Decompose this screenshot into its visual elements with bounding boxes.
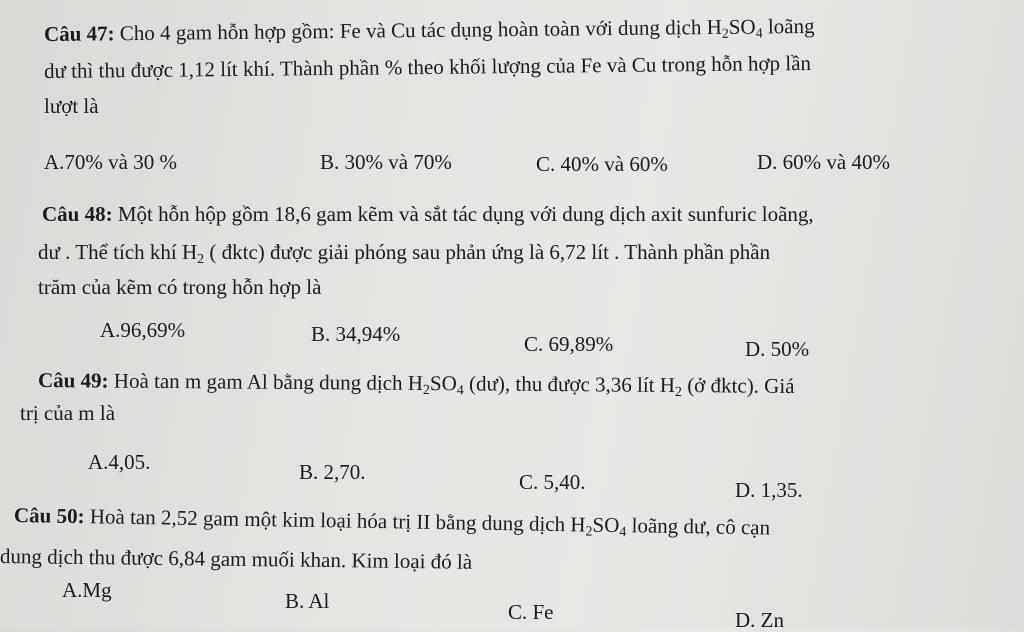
q47-text-1c: loãng <box>762 13 815 39</box>
q48-line-1 <box>42 202 814 226</box>
q47-text-1b: SO <box>728 14 756 39</box>
q50-text-1c: loãng dư, cô cạn <box>626 513 771 540</box>
q49-text-1a: Hoà tan m gam Al bằng dung dịch H <box>108 368 424 396</box>
q48-text-1: Một hỗn hộp gồm 18,6 gam kẽm và sắt tác dụng với dung dịch axit sunfuric loãng, <box>112 202 814 226</box>
q48-option-d: D. 50% <box>745 337 810 361</box>
q47-option-d: D. 60% và 40% <box>757 150 890 174</box>
q49-text-1d: (ở đktc). Giá <box>681 373 795 398</box>
q49-line-2: trị của m là <box>20 401 116 425</box>
q50-sub-2: 4 <box>619 525 627 541</box>
q49-option-c: C. 5,40. <box>519 470 586 494</box>
q48-line-3: trăm của kẽm có trong hỗn hợp là <box>38 275 322 299</box>
q50-option-b: B. Al <box>285 589 330 613</box>
q48-label: Câu 48: <box>42 202 113 226</box>
q48-text-2a: dư . Thể tích khí H <box>38 240 198 264</box>
q48-option-c: C. 69,89% <box>524 332 614 356</box>
q48-sub-1: 2 <box>197 252 205 267</box>
q47-label: Câu 47: <box>43 21 115 46</box>
q49-text-1c: (dư), thu được 3,36 lít H <box>463 371 676 398</box>
q50-option-c: C. Fe <box>508 600 554 624</box>
q49-line-1 <box>37 368 795 401</box>
q47-option-a: A.70% và 30 % <box>44 150 177 174</box>
q50-text-1b: SO <box>592 512 620 538</box>
q49-sub-2: 4 <box>456 383 464 399</box>
q47-sub-2: 4 <box>755 26 763 42</box>
q48-option-a: A.96,69% <box>100 318 186 342</box>
q47-line-3: lượt là <box>44 94 99 118</box>
q48-option-b: B. 34,94% <box>311 322 401 346</box>
q47-text-1a: Cho 4 gam hỗn hợp gồm: Fe và Cu tác dụng hoàn toàn với dung dịch H <box>119 14 722 46</box>
q50-option-d: D. Zn <box>735 608 784 632</box>
q49-sub-1: 2 <box>422 383 430 399</box>
q48-text-2b: ( đktc) được giải phóng sau phản ứng là 6,72 lít . Thành phần phần <box>204 240 771 264</box>
q50-line-1 <box>14 503 770 540</box>
q50-sub-1: 2 <box>585 524 593 540</box>
q50-text-1a: Hoà tan 2,52 gam một kim loại hóa trị II bằng dung dịch H <box>84 504 586 537</box>
q49-sub-3: 2 <box>674 385 682 401</box>
q49-label: Câu 49: <box>37 368 109 393</box>
q49-option-b: B. 2,70. <box>299 460 366 484</box>
q50-line-2: dung dịch thu được 6,84 gam muối khan. Kim loại đó là <box>0 544 473 574</box>
q47-line-2: dư thì thu được 1,12 lít khí. Thành phần % theo khối lượng của Fe và Cu trong hỗn hợp lần <box>43 50 812 83</box>
q49-option-a: A.4,05. <box>88 450 151 474</box>
q48-line-2 <box>38 240 771 267</box>
q50-option-a: A.Mg <box>62 578 112 602</box>
q49-option-d: D. 1,35. <box>735 478 803 502</box>
q47-line-1 <box>44 14 815 46</box>
q47-option-b: B. 30% và 70% <box>320 150 452 174</box>
q50-label: Câu 50: <box>13 503 85 529</box>
q47-sub-1: 2 <box>721 26 729 42</box>
q47-option-c: C. 40% và 60% <box>536 152 668 176</box>
q49-text-1b: SO <box>429 371 457 396</box>
